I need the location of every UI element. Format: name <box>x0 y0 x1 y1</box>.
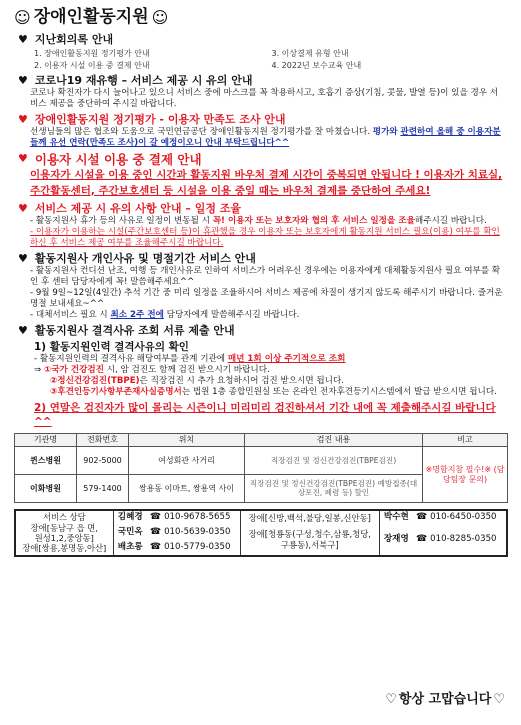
hospital-name: 퀸스병원 <box>15 447 77 475</box>
phone-icon: ☎ <box>415 533 428 544</box>
body-text: 은 직장검진 시 추가 요청하시어 검진 받으시면 됩니다. <box>139 376 345 387</box>
staff-phone <box>147 525 240 541</box>
body-highlight: 평가와 <box>372 127 398 138</box>
heart-icon: ♥ <box>18 73 28 87</box>
staff-name: 김혜경 <box>117 512 143 523</box>
hospital-location: 쌍용동 이마트, 쌍용역 사이 <box>129 475 245 503</box>
title-text: 장애인활동지원 <box>33 7 149 28</box>
section-meeting <box>12 33 509 71</box>
heading-text: 서비스 제공 시 유의 사항 안내 – 일정 조율 <box>34 201 242 215</box>
section-body <box>30 310 503 321</box>
heart-icon: ♥ <box>18 201 28 215</box>
section-body <box>50 376 509 387</box>
body-highlight: 최소 2주 전에 <box>110 310 164 321</box>
area-line: 장애[청룡동(구성,청수,삼룡,청당, <box>248 528 371 539</box>
body-text: 시, 암 검진도 함께 검진 받으시기 바랍니다. <box>104 365 270 376</box>
section-body <box>50 387 509 398</box>
page-title <box>14 6 509 30</box>
hospital-phone: 902-5000 <box>77 447 129 475</box>
section-body: 코로나 확진자가 다시 늘어나고 있으니 서비스 중에 마스크를 꼭 착용하시고, 호흡기 증상(기침, 콧물, 발열 등)이 있을 경우 서비스 제공을 중단하여 주시길 바랍니다. <box>30 88 499 110</box>
section-body: - 활동지원사 컨디션 난조, 여행 등 개인사유로 인하여 서비스가 어려우신 경우에는 이용자에게 대체활동지원사 필요 여부를 확인 후 센터 담당자에게 꼭! 말씀해주세요^^ <box>30 266 501 288</box>
heading-text: 활동지원사 개인사유 및 명절기간 서비스 안내 <box>34 252 256 266</box>
hospital-table <box>14 433 508 503</box>
staff-phone <box>147 541 240 556</box>
heading-text: 이용자 시설 이용 중 결제 안내 <box>34 152 202 168</box>
body-text: - 활동지원사 휴가 등의 사유로 일정이 변동될 시 <box>30 216 213 227</box>
section-heading <box>18 33 509 47</box>
section-heading <box>18 152 509 168</box>
area-line: 원성1,2,중앙동] <box>34 532 94 543</box>
heart-icon: ♥ <box>18 324 28 338</box>
body-highlight: ②정신건강검진(TBPE) <box>50 376 140 387</box>
table-row <box>15 510 507 525</box>
section-heading <box>18 74 509 88</box>
body-highlight: ③후견인등기사항부존재사실증명서 <box>50 387 182 398</box>
body-text: 해주시길 바랍니다. <box>414 216 487 227</box>
area-line: 서비스 상담 <box>42 512 86 523</box>
section-facility <box>12 152 509 198</box>
staff-phone <box>413 525 507 556</box>
heart-icon: ♥ <box>18 152 28 166</box>
body-text: - 대체서비스 필요 시 <box>30 310 111 321</box>
section-body <box>34 365 509 376</box>
phone-number: 010-5639-0350 <box>164 527 231 538</box>
column-header: 위치 <box>129 434 245 447</box>
phone-icon: ☎ <box>149 527 162 538</box>
section-body <box>34 354 509 365</box>
heart-icon: ♥ <box>18 252 28 266</box>
arrow-icon: ⇒ <box>34 365 44 376</box>
body-highlight: 매년 1회 이상 주기적으로 조회 <box>227 354 346 365</box>
section-body <box>30 216 503 227</box>
meeting-item: 1. 장애인활동지원 정기평가 안내 <box>34 49 150 59</box>
section-health <box>12 324 509 429</box>
staff-name: 국민옥 <box>117 527 143 538</box>
body-text: 는 법원 1층 종합민원실 또는 온라인 전자후견등기시스템에서 발급 받으시면 됩니다. <box>181 387 497 398</box>
section-leave <box>12 252 509 321</box>
body-highlight: ①국가 건강검진 <box>43 365 105 376</box>
column-header: 비고 <box>423 434 508 447</box>
table-row <box>15 447 508 475</box>
body-text: - 활동지원인력의 결격사유 해당여부를 관계 기관에 <box>34 354 228 365</box>
footer-text: 항상 고맙습니다 <box>398 692 492 708</box>
heart-icon: ♡ <box>385 692 397 708</box>
service-area: 장애[신방,백석,불당,일봉,신안동] <box>240 510 379 525</box>
service-area-label <box>15 510 113 555</box>
heading-text: 활동지원사 결격사유 조회 서류 제출 안내 <box>34 324 235 338</box>
phone-icon: ☎ <box>149 512 162 523</box>
body-text: 담당자에게 말씀해주시길 바랍니다. <box>163 310 300 321</box>
column-header: 검진 내용 <box>245 434 423 447</box>
column-header: 전화번호 <box>77 434 129 447</box>
section-schedule <box>12 202 509 249</box>
meeting-item: 2. 이용자 시설 이용 중 결제 안내 <box>34 60 150 70</box>
phone-icon: ☎ <box>149 542 162 553</box>
phone-number: 010-5779-0350 <box>164 542 231 553</box>
hospital-location: 여성회관 사거리 <box>129 447 245 475</box>
area-line: 장애[쌍용,봉명동,아산] <box>22 543 107 554</box>
staff-name: 장재영 <box>383 534 409 545</box>
hospital-content: 직장검진 및 정신건강검진(TBPE검진) <box>245 447 423 475</box>
section-body: - 이용자가 이용하는 시설(주간보호센터 등)이 휴관했을 경우 이용자 또는 보호자에게 활동지원 서비스 필요(이용) 여부를 확인하신 후 서비스 제공 여부를 조율해주시길 바랍니다. <box>30 227 500 249</box>
hospital-name: 이화병원 <box>15 475 77 503</box>
area-line: 장애[동남구 읍 면, <box>30 522 98 533</box>
section-heading <box>18 202 509 216</box>
column-header: 기관명 <box>15 434 77 447</box>
hospital-content: 직장검진 및 정신건강검진(TBPE검진) 예방접종(대상포진, 폐렴 등) 할인 <box>245 475 423 503</box>
section-heading <box>18 324 509 338</box>
smile-icon: ☺ <box>151 7 169 27</box>
heading-text: 코로나19 재유행 – 서비스 제공 시 유의 안내 <box>34 73 253 87</box>
smile-icon: ☺ <box>14 7 31 27</box>
section-heading <box>18 252 509 266</box>
meeting-item: 4. 2022년 보수교육 안내 <box>271 60 362 70</box>
staff-phone <box>147 510 240 525</box>
section-covid <box>12 74 509 110</box>
section-heading <box>18 113 509 127</box>
table-header-row <box>15 434 508 447</box>
subheading: 1) 활동지원인력 결격사유의 확인 <box>34 340 189 353</box>
phone-number: 010-9678-5655 <box>164 512 231 523</box>
section-body: 이용자가 시설을 이용 중인 시간과 활동지원 바우처 결제 시간이 중복되면 안됩니다 ! 이용자가 치료실, 주간활동센터, 주간보호센터 등 시설을 이용 중일 때는 바우처 결제를 중단하여 주세요! <box>30 169 503 197</box>
section-body <box>30 127 503 149</box>
section-eval <box>12 113 509 149</box>
heading-text: 지난회의록 안내 <box>34 33 114 46</box>
meeting-item: 3. 이상결제 유형 안내 <box>271 49 349 59</box>
staff-contact-table <box>14 509 508 556</box>
heart-icon: ♥ <box>18 33 28 46</box>
footer-thanks <box>385 692 505 709</box>
staff-phone <box>413 510 507 525</box>
phone-number: 010-8285-0350 <box>430 533 497 544</box>
body-highlight: 꼭! 이용자 또는 보호자와 협의 후 서비스 일정을 조율 <box>212 216 415 227</box>
phone-icon: ☎ <box>415 512 428 523</box>
phone-number: 010-6450-0350 <box>430 512 497 523</box>
heading-text: 장애인활동지원 정기평가 - 이용자 만족도 조사 안내 <box>34 113 286 127</box>
staff-name: 박수현 <box>383 512 409 523</box>
heart-icon: ♥ <box>18 113 28 127</box>
hospital-phone: 579-1400 <box>77 475 129 503</box>
subheading: 2) 연말은 검진자가 많이 몰리는 시즌이니 미리미리 검진하셔서 기간 내에 꼭 제출해주시길 바랍니다^^ <box>34 402 496 428</box>
area-line: 구룡동),서북구] <box>280 539 339 550</box>
body-text: 선생님들의 많은 협조와 도움으로 국민연금공단 장애인활동지원 정기평가를 잘 마쳤습니다. <box>30 127 373 138</box>
heart-icon: ♡ <box>493 692 505 708</box>
meeting-items <box>34 49 509 70</box>
hospital-note: ※명함지참 필수!※ (담당팀장 문의) <box>423 447 508 503</box>
section-body: - 9월 9일~12일(4일간) 추석 기간 중 미리 일정을 조율하시어 서비스 제공에 차질이 생기지 않도록 해주시기 바랍니다. 즐거운 명절 보내세요~^^ <box>30 288 503 310</box>
service-area <box>240 525 379 556</box>
body-highlight: 관련하여 올해 중 이용자분들께 유선 연락(만족도 조사)이 갈 예정이오니 안내 부탁드립니다^^ <box>30 127 501 149</box>
staff-name: 배초롱 <box>117 542 143 553</box>
